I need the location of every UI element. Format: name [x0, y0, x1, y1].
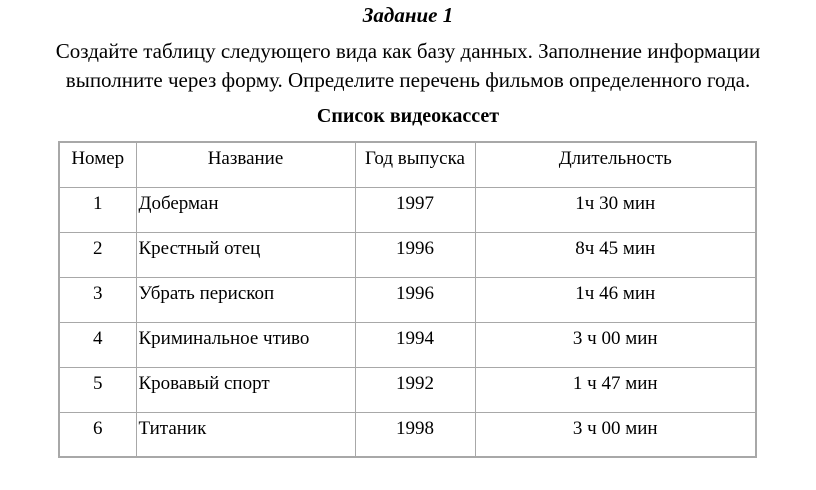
cell-year: 1997	[355, 187, 475, 232]
cell-year: 1996	[355, 277, 475, 322]
cell-duration: 1ч 46 мин	[475, 277, 756, 322]
cell-number: 5	[59, 367, 136, 412]
cell-duration: 1 ч 47 мин	[475, 367, 756, 412]
cell-duration: 1ч 30 мин	[475, 187, 756, 232]
cell-number: 2	[59, 232, 136, 277]
header-number: Номер	[59, 142, 136, 187]
video-cassettes-table	[58, 141, 757, 458]
cell-title: Титаник	[136, 412, 355, 457]
cell-number: 3	[59, 277, 136, 322]
cell-duration: 3 ч 00 мин	[475, 412, 756, 457]
cell-number: 4	[59, 322, 136, 367]
header-duration: Длительность	[475, 142, 756, 187]
cell-title: Крестный отец	[136, 232, 355, 277]
cell-year: 1998	[355, 412, 475, 457]
table-row	[59, 187, 756, 232]
cell-number: 1	[59, 187, 136, 232]
table-title: Список видеокассет	[316, 105, 500, 127]
cell-year: 1996	[355, 232, 475, 277]
cell-duration: 3 ч 00 мин	[475, 322, 756, 367]
cell-duration: 8ч 45 мин	[475, 232, 756, 277]
header-title: Название	[136, 142, 355, 187]
table-row	[59, 277, 756, 322]
cell-title: Убрать перископ	[136, 277, 355, 322]
cell-title: Криминальное чтиво	[136, 322, 355, 367]
table-row	[59, 322, 756, 367]
table-row	[59, 367, 756, 412]
table-row	[59, 412, 756, 457]
table-row	[59, 232, 756, 277]
cell-title: Доберман	[136, 187, 355, 232]
task-heading: Задание 1	[362, 3, 454, 27]
header-year: Год выпуска	[355, 142, 475, 187]
task-description: Создайте таблицу следующего вида как базу данных. Заполнение информации выполните через форму. Определите перечень фильмов определенного года.	[55, 39, 761, 92]
cell-title: Кровавый спорт	[136, 367, 355, 412]
table-header-row	[59, 142, 756, 187]
cell-year: 1992	[355, 367, 475, 412]
cell-year: 1994	[355, 322, 475, 367]
cell-number: 6	[59, 412, 136, 457]
